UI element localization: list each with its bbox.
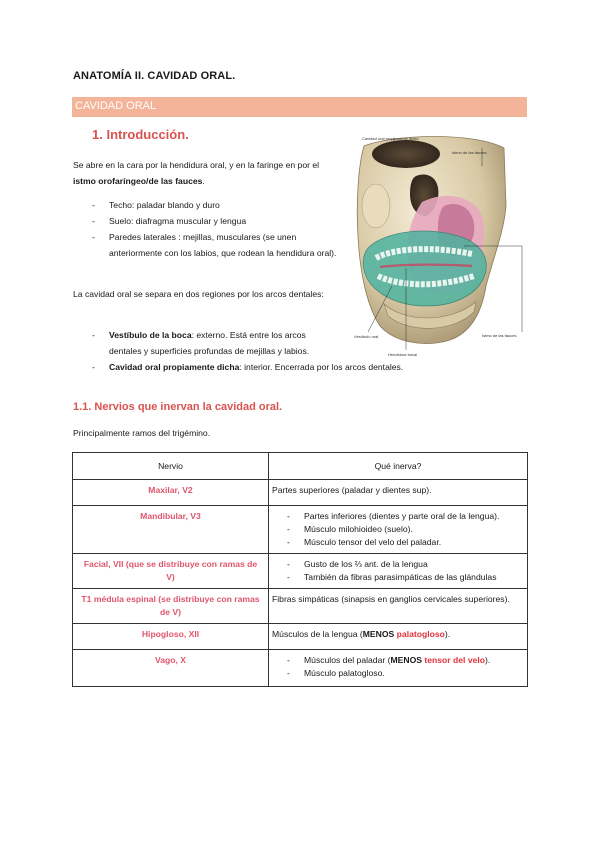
figure-label: Hendidura bucal bbox=[388, 352, 418, 357]
list-item: - Gusto de los ⅔ ant. de la lengua bbox=[287, 558, 524, 571]
figure-label: Cavidad oral propiamente dicha bbox=[362, 136, 419, 141]
table-header: Nervio bbox=[73, 453, 269, 480]
list-item: - Paredes laterales : mejillas, musculares (se unen anteriormente con los labios, que rodean la hendidura oral). bbox=[92, 229, 337, 261]
list-item: - Vestíbulo de la boca: externo. Está entre los arcos dentales y superficies profundas de mejillas y labios. bbox=[92, 327, 462, 359]
table-row bbox=[73, 650, 528, 687]
table-row bbox=[73, 554, 528, 589]
list-item: - Partes inferiores (dientes y parte oral de la lengua). bbox=[287, 510, 524, 523]
nerve-description: Partes superiores (paladar y dientes sup). bbox=[269, 480, 528, 506]
table-row bbox=[73, 506, 528, 554]
table-row bbox=[73, 624, 528, 650]
regions-paragraph: La cavidad oral se separa en dos regiones por los arcos dentales: bbox=[73, 289, 324, 299]
nerve-description: Fibras simpáticas (sinapsis en ganglios cervicales superiores). bbox=[269, 589, 528, 624]
skull-illustration bbox=[354, 136, 530, 360]
list-item: - También da fibras parasimpáticas de las glándulas bbox=[287, 571, 524, 584]
nerves-table bbox=[72, 452, 528, 687]
intro-paragraph: Se abre en la cara por la hendidura oral, y en la faringe en por el istmo orofaríngeo/de las fauces. bbox=[73, 160, 320, 186]
heading-nervios: 1.1. Nervios que inervan la cavidad oral. bbox=[73, 401, 283, 413]
boundaries-list bbox=[92, 197, 337, 261]
nerve-description bbox=[269, 554, 528, 589]
nerve-name: T1 médula espinal (se distribuye con ramas de V) bbox=[73, 589, 269, 624]
nerve-name: Hipogloso, XII bbox=[73, 624, 269, 650]
figure-label: Istmo de las fauces bbox=[452, 150, 487, 155]
nerve-description: Músculos de la lengua (MENOS palatogloso). bbox=[269, 624, 528, 650]
list-item: - Músculos del paladar (MENOS tensor del velo). bbox=[287, 654, 524, 667]
nerve-name: Mandibular, V3 bbox=[73, 506, 269, 554]
section-title: CAVIDAD ORAL bbox=[75, 100, 157, 112]
nerve-name: Maxilar, V2 bbox=[73, 480, 269, 506]
table-header: Qué inerva? bbox=[269, 453, 528, 480]
section-banner bbox=[72, 97, 527, 117]
table-header-row bbox=[73, 453, 528, 480]
list-item: - Músculo tensor del velo del paladar. bbox=[287, 536, 524, 549]
table-row bbox=[73, 480, 528, 506]
list-item: - Músculo palatogloso. bbox=[287, 667, 524, 680]
figure-label: Vestíbulo oral bbox=[354, 334, 379, 339]
oral-cavity-illustration bbox=[354, 136, 530, 360]
list-item: - Cavidad oral propiamente dicha: interior. Encerrada por los arcos dentales. bbox=[92, 359, 462, 375]
figure-label: Istmo de las fauces bbox=[482, 333, 517, 338]
nerve-description bbox=[269, 650, 528, 687]
table-row bbox=[73, 589, 528, 624]
ramos-paragraph: Principalmente ramos del trigémino. bbox=[73, 428, 211, 438]
nerve-name: Vago, X bbox=[73, 650, 269, 687]
list-item: - Techo: paladar blando y duro bbox=[92, 197, 337, 213]
list-item: - Músculo milohioideo (suelo). bbox=[287, 523, 524, 536]
nerve-description bbox=[269, 506, 528, 554]
nerve-name: Facial, VII (que se distribuye con ramas de V) bbox=[73, 554, 269, 589]
list-item: - Suelo: diafragma muscular y lengua bbox=[92, 213, 337, 229]
heading-introduccion: 1. Introducción. bbox=[92, 127, 189, 142]
page-title: ANATOMÍA II. CAVIDAD ORAL. bbox=[73, 70, 236, 82]
